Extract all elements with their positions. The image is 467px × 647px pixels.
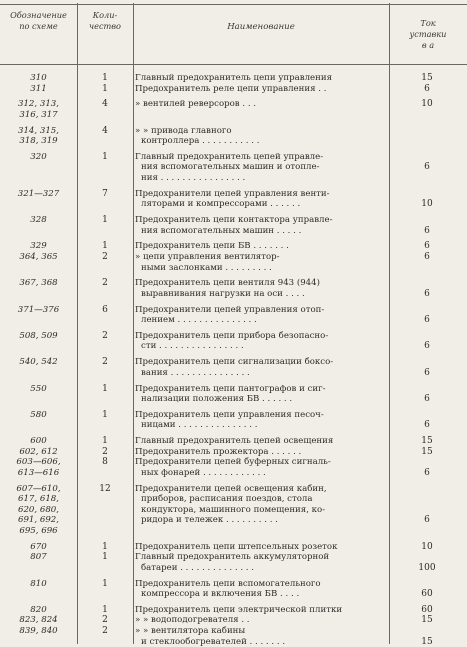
name-cell	[135, 436, 387, 478]
name-cell-line: Предохранитель цепи БВ . . . . . . .	[135, 241, 289, 252]
designation-cell-line: 823, 824	[19, 615, 58, 626]
setting-cell-line: 6	[424, 341, 430, 352]
quantity-cell	[77, 99, 133, 110]
setting-cell	[392, 73, 462, 94]
designation-cell	[0, 410, 77, 421]
quantity-cell	[77, 278, 133, 289]
setting-cell-line: 6	[424, 288, 430, 299]
designation-cell	[0, 542, 77, 563]
designation-cell-line: 695, 696	[19, 525, 58, 536]
designation-cell-line: 839, 840	[19, 626, 58, 637]
setting-cell-line	[392, 189, 462, 200]
header-setting	[389, 18, 467, 51]
designation-cell	[0, 305, 77, 316]
header-name	[133, 22, 389, 33]
setting-cell	[392, 241, 462, 262]
setting-cell-line: 15	[421, 615, 433, 626]
name-cell	[135, 357, 387, 378]
quantity-cell-line: 4	[102, 99, 108, 110]
setting-cell-line	[392, 331, 462, 342]
quantity-cell	[77, 579, 133, 590]
name-cell-line: компрессора и включения БВ . . . .	[141, 589, 300, 600]
quantity-cell-line: 12	[99, 483, 111, 494]
setting-cell-line: 6	[424, 467, 430, 478]
designation-cell-line: 600	[30, 436, 47, 447]
setting-cell-line: 6	[424, 241, 430, 252]
header-setting-line: уставки	[409, 29, 447, 39]
setting-cell-line: 10	[421, 199, 433, 210]
quantity-cell-line: 1	[102, 383, 108, 394]
quantity-cell	[77, 305, 133, 316]
quantity-cell-line: 1	[102, 436, 108, 447]
designation-cell-line: 691, 692,	[17, 515, 59, 526]
name-cell-line: и стеклообогревателей . . . . . . .	[141, 636, 286, 647]
designation-cell	[0, 241, 77, 262]
designation-cell-line: 367, 368	[19, 278, 58, 289]
designation-cell-line: 820	[30, 604, 47, 615]
designation-cell	[0, 99, 77, 120]
designation-cell-line: 670	[30, 541, 47, 552]
setting-cell	[392, 215, 462, 236]
setting-cell	[392, 152, 462, 173]
name-cell	[135, 278, 387, 299]
quantity-cell	[77, 484, 133, 495]
name-cell	[135, 384, 387, 405]
quantity-cell	[77, 605, 133, 637]
designation-cell	[0, 384, 77, 395]
setting-cell-line	[392, 626, 462, 637]
name-cell	[135, 189, 387, 210]
name-cell-line: Предохранитель цепи штепсельных розеток	[135, 541, 338, 552]
setting-cell-line	[392, 457, 462, 468]
quantity-cell-line: 1	[102, 552, 108, 563]
designation-cell	[0, 215, 77, 226]
name-cell-line: кондуктора, машинного помещения, ко-	[141, 504, 326, 515]
designation-cell-line: 312, 313,	[17, 99, 59, 110]
designation-cell-line: 329	[30, 241, 47, 252]
name-cell-line: Главный предохранитель цепи управления	[135, 73, 333, 83]
designation-cell-line: 364, 365	[19, 251, 58, 262]
name-cell-line: вания . . . . . . . . . . . . . . .	[141, 367, 250, 378]
name-cell-line: лением . . . . . . . . . . . . . . .	[141, 315, 257, 326]
name-cell	[135, 152, 387, 184]
header-designation	[0, 10, 77, 32]
setting-cell	[392, 99, 462, 110]
name-cell-line: ляторами и компрессорами . . . . . .	[141, 199, 301, 210]
name-cell-line: Предохранитель цепи пантографов и сиг-	[135, 383, 326, 394]
quantity-cell-line: 2	[102, 357, 108, 368]
designation-cell-line: 580	[30, 409, 47, 420]
setting-cell-line: 60	[421, 589, 433, 600]
setting-cell-line	[392, 484, 462, 495]
name-cell	[135, 484, 387, 526]
setting-cell-line: 100	[418, 562, 436, 573]
quantity-cell-line: 2	[102, 626, 108, 637]
quantity-cell-line: 2	[102, 330, 108, 341]
setting-cell-line: 6	[424, 225, 430, 236]
quantity-cell	[77, 215, 133, 226]
quantity-cell-line: 1	[102, 151, 108, 162]
header-name-line: Наименование	[227, 22, 295, 32]
name-cell-line: Главный предохранитель цепей освещения	[135, 436, 334, 447]
setting-cell-line: 6	[424, 515, 430, 526]
setting-cell	[392, 484, 462, 526]
quantity-cell-line: 2	[102, 446, 108, 457]
name-cell	[135, 410, 387, 431]
setting-cell-line	[392, 552, 462, 563]
quantity-cell-line: 8	[102, 457, 108, 468]
header-designation-line: по схеме	[19, 21, 58, 31]
setting-cell-line	[392, 494, 462, 505]
quantity-cell-line: 6	[102, 304, 108, 315]
setting-cell-line: 15	[421, 446, 433, 457]
table-top-rule	[0, 4, 467, 5]
designation-cell	[0, 579, 77, 590]
name-cell-line: Предохранители цепей управления венти-	[135, 188, 330, 199]
designation-cell-line: 603—606,	[16, 457, 61, 468]
quantity-cell-line: 1	[102, 73, 108, 83]
name-cell-line: Предохранитель цепи контактора управле-	[135, 215, 333, 226]
designation-cell	[0, 189, 77, 200]
name-cell-line: ния вспомогательных машин и отопле-	[141, 162, 320, 173]
name-cell-line: Предохранитель реле цепи управления . .	[135, 83, 327, 94]
name-cell-line: » » водоподогревателя . .	[135, 615, 250, 626]
name-cell-line: Предохранители цепей управления отоп-	[135, 304, 325, 315]
setting-cell-line: 10	[421, 541, 433, 552]
designation-cell	[0, 436, 77, 478]
header-setting-line: в а	[421, 40, 435, 50]
designation-cell-line: 602, 612	[19, 446, 58, 457]
name-cell-line: Предохранитель цепи сигнализации боксо-	[135, 357, 334, 368]
designation-cell-line: 508, 509	[19, 330, 58, 341]
quantity-cell	[77, 331, 133, 342]
column-rule-3	[389, 3, 390, 644]
setting-cell-line	[392, 579, 462, 590]
name-cell	[135, 542, 387, 574]
setting-cell-line	[392, 410, 462, 421]
designation-cell	[0, 484, 77, 537]
quantity-cell	[77, 241, 133, 262]
setting-cell-line	[392, 505, 462, 516]
name-cell-line: приборов, расписания поездов, стола	[141, 494, 313, 505]
name-cell-line: Предохранитель цепи управления песоч-	[135, 409, 324, 420]
quantity-cell	[77, 152, 133, 163]
name-cell-line: Главный предохранитель аккумуляторной	[135, 552, 330, 563]
designation-cell-line: 310	[30, 73, 47, 83]
designation-cell	[0, 126, 77, 147]
name-cell-line: ными заслонками . . . . . . . . .	[141, 262, 272, 273]
setting-cell-line: 15	[421, 436, 433, 447]
header-designation-line: Обозначение	[10, 10, 67, 20]
quantity-cell-line: 1	[102, 578, 108, 589]
setting-cell	[392, 384, 462, 405]
quantity-cell-line: 1	[102, 604, 108, 615]
designation-cell	[0, 605, 77, 637]
designation-cell-line: 318, 319	[19, 136, 58, 147]
name-cell-line: » цепи управления вентилятор-	[135, 251, 280, 262]
designation-cell-line: 550	[30, 383, 47, 394]
setting-cell-line	[392, 305, 462, 316]
designation-cell	[0, 152, 77, 163]
name-cell	[135, 126, 387, 147]
name-cell-line: Предохранители цепей освещения кабин,	[135, 483, 327, 494]
quantity-cell-line: 4	[102, 125, 108, 136]
setting-cell-line	[392, 278, 462, 289]
quantity-cell-line: 1	[102, 83, 108, 94]
designation-cell-line: 311	[30, 83, 47, 94]
quantity-cell	[77, 73, 133, 94]
header-quantity-line: чество	[89, 21, 121, 31]
designation-cell-line: 314, 315,	[17, 125, 59, 136]
name-cell-line: Предохранители цепей буферных сигналь-	[135, 457, 331, 468]
setting-cell-line: 6	[424, 394, 430, 405]
setting-cell-line: 6	[424, 83, 430, 94]
designation-cell-line: 807	[30, 552, 47, 563]
name-cell-line: Предохранитель цепи вспомогательного	[135, 578, 321, 589]
name-cell-line: ных фонарей . . . . . . . . . . . .	[141, 467, 266, 478]
table-header-rule	[0, 64, 467, 65]
name-cell-line: нализации положения БВ . . . . . .	[141, 394, 293, 405]
designation-cell	[0, 278, 77, 289]
quantity-cell	[77, 410, 133, 421]
quantity-cell	[77, 542, 133, 563]
setting-cell	[392, 305, 462, 326]
quantity-cell-line: 1	[102, 541, 108, 552]
quantity-cell-line: 1	[102, 215, 108, 226]
setting-cell	[392, 579, 462, 600]
setting-cell-line: 6	[424, 367, 430, 378]
designation-cell-line: 371—376	[17, 304, 60, 315]
name-cell	[135, 605, 387, 647]
setting-cell-line	[392, 357, 462, 368]
setting-cell	[392, 436, 462, 478]
designation-cell-line: 320	[30, 151, 47, 162]
setting-cell-line	[392, 384, 462, 395]
setting-cell-line	[392, 215, 462, 226]
setting-cell-line: 60	[421, 604, 433, 615]
name-cell-line: ридора и тележек . . . . . . . . . .	[141, 515, 278, 526]
name-cell-line: ния вспомогательных машин . . . . .	[141, 225, 302, 236]
quantity-cell-line: 2	[102, 278, 108, 289]
name-cell-line: сти . . . . . . . . . . . . . . . .	[141, 341, 244, 352]
name-cell	[135, 99, 387, 110]
setting-cell	[392, 605, 462, 647]
designation-cell-line: 617, 618,	[17, 494, 59, 505]
setting-cell	[392, 189, 462, 210]
setting-cell-line: 6	[424, 315, 430, 326]
column-rule-2	[133, 3, 134, 644]
name-cell-line: батареи . . . . . . . . . . . . . .	[141, 562, 254, 573]
designation-cell-line: 620, 680,	[17, 504, 59, 515]
setting-cell	[392, 331, 462, 352]
setting-cell	[392, 278, 462, 299]
name-cell	[135, 215, 387, 236]
quantity-cell	[77, 189, 133, 200]
name-cell	[135, 579, 387, 600]
setting-cell-line: 10	[421, 99, 433, 110]
name-cell-line: Предохранитель цепи прибора безопасно-	[135, 330, 329, 341]
setting-cell-line: 6	[424, 420, 430, 431]
designation-cell	[0, 73, 77, 94]
quantity-cell-line: 2	[102, 615, 108, 626]
name-cell-line: Предохранитель цепи вентиля 943 (944)	[135, 278, 320, 289]
designation-cell-line: 316, 317	[19, 109, 58, 120]
name-cell	[135, 73, 387, 94]
quantity-cell	[77, 384, 133, 395]
designation-cell	[0, 331, 77, 342]
name-cell-line: ницами . . . . . . . . . . . . . . .	[141, 420, 258, 431]
name-cell	[135, 331, 387, 352]
name-cell-line: выравнивания нагрузки на оси . . . .	[141, 288, 305, 299]
name-cell-line: » » привода главного	[135, 125, 232, 136]
name-cell-line: контроллера . . . . . . . . . . .	[141, 136, 260, 147]
quantity-cell-line: 1	[102, 409, 108, 420]
name-cell-line: » вентилей реверсоров . . .	[135, 99, 257, 110]
name-cell	[135, 305, 387, 326]
quantity-cell	[77, 436, 133, 468]
setting-cell-line: 15	[421, 73, 433, 83]
quantity-cell-line: 2	[102, 251, 108, 262]
designation-cell-line: 540, 542	[19, 357, 58, 368]
name-cell-line: Предохранитель прожектора . . . . . .	[135, 446, 302, 457]
name-cell-line: ния . . . . . . . . . . . . . . . .	[141, 173, 246, 184]
quantity-cell	[77, 357, 133, 368]
header-setting-line: Ток	[420, 18, 436, 28]
header-quantity	[77, 10, 133, 32]
designation-cell-line: 321—327	[17, 188, 60, 199]
name-cell-line: Главный предохранитель цепей управле-	[135, 151, 324, 162]
quantity-cell-line: 7	[102, 188, 108, 199]
quantity-cell-line: 1	[102, 241, 108, 252]
designation-cell-line: 328	[30, 215, 47, 226]
setting-cell-line: 6	[424, 162, 430, 173]
setting-cell	[392, 357, 462, 378]
setting-cell-line	[392, 152, 462, 163]
name-cell	[135, 241, 387, 273]
setting-cell-line: 6	[424, 251, 430, 262]
setting-cell-line: 15	[421, 636, 433, 647]
designation-cell	[0, 357, 77, 368]
name-cell-line: Предохранитель цепи электрической плитки	[135, 604, 343, 615]
designation-cell-line: 607—610,	[16, 483, 61, 494]
name-cell-line: » » вентилятора кабины	[135, 626, 246, 637]
setting-cell	[392, 410, 462, 431]
designation-cell-line: 810	[30, 578, 47, 589]
header-quantity-line: Коли-	[92, 10, 118, 20]
quantity-cell	[77, 126, 133, 137]
designation-cell-line: 613—616	[17, 467, 60, 478]
setting-cell	[392, 542, 462, 574]
